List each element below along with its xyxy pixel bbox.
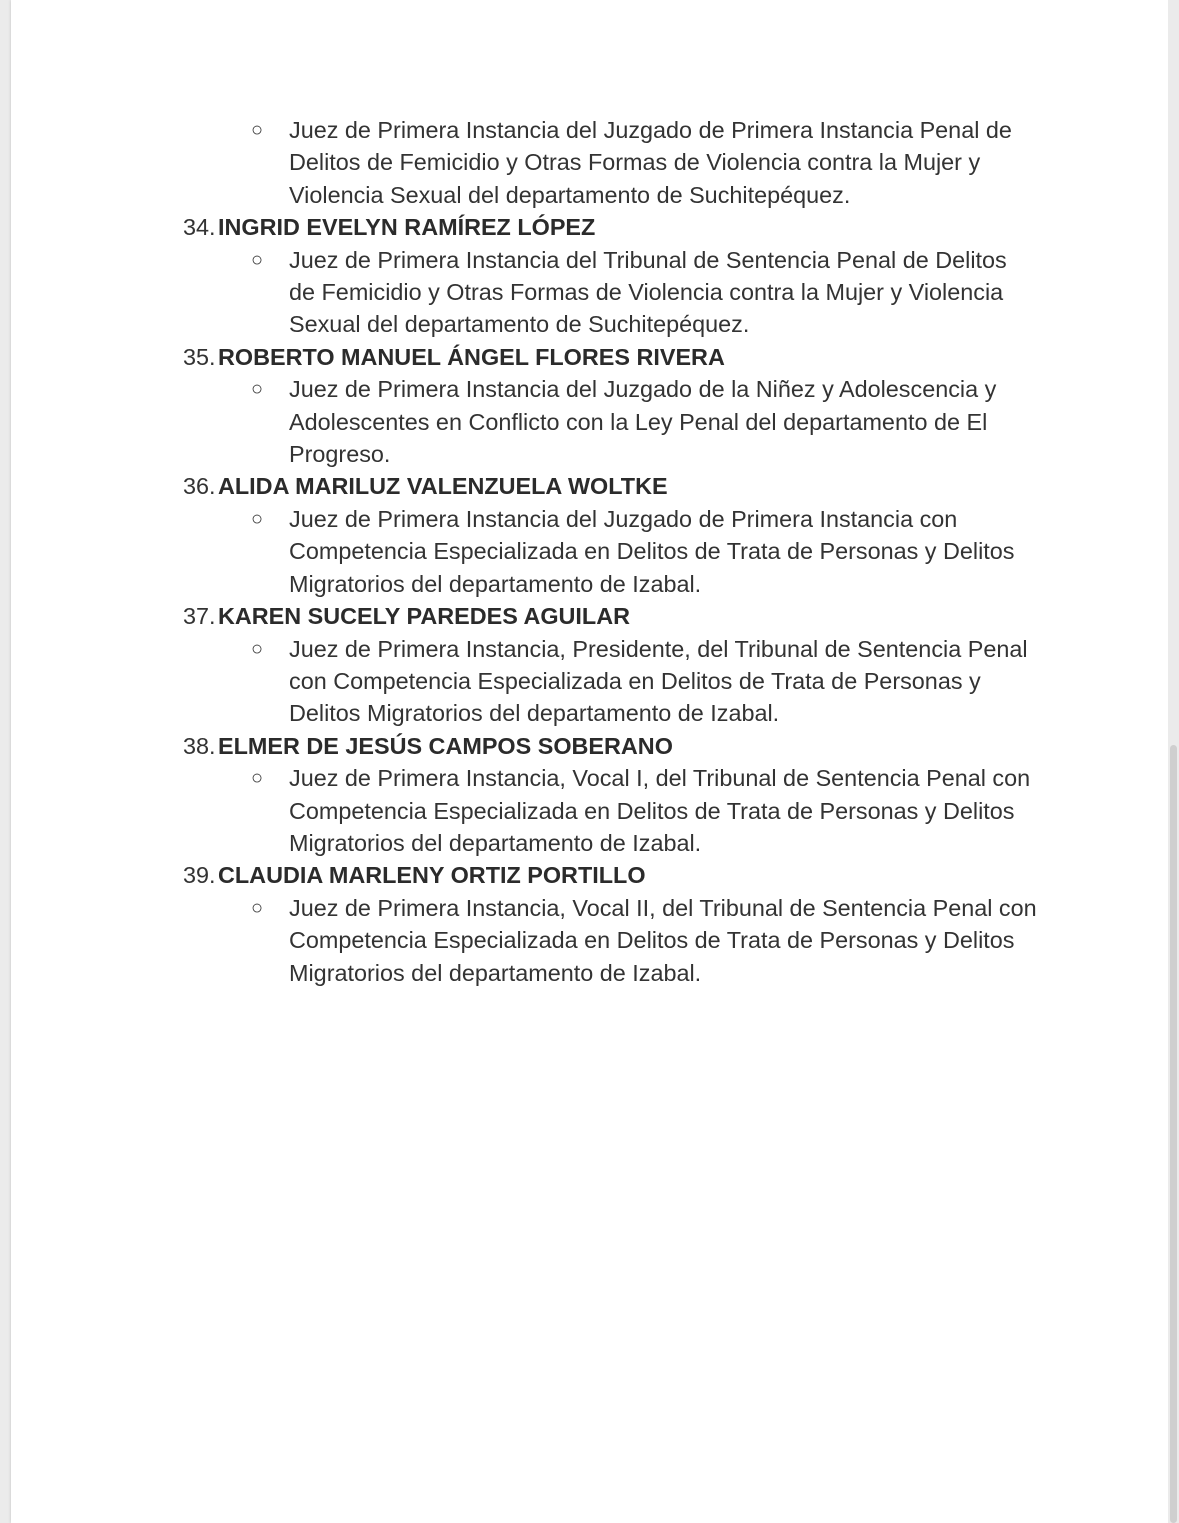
bullet-circle-icon: ○ [251,119,264,141]
bullet-circle-icon: ○ [251,378,264,401]
list-item [183,114,1063,211]
entry-36 [183,470,1063,600]
list-item [183,244,1063,341]
item-description: Juez de Primera Instancia, Presidente, del Tribunal de Sentencia Penal con Competencia Especializada en Delitos de Trata de Personas y Delitos Migratorios del departamento de Izabal. [289,635,1028,727]
entry-name: CLAUDIA MARLENY ORTIZ PORTILLO [218,862,646,889]
document-page [11,0,1168,1523]
scrollbar-thumb[interactable] [1170,745,1177,1523]
entry-heading [183,730,1063,762]
entry-number: 39. [183,862,216,889]
entry-heading [183,600,1063,632]
entry-34 [183,211,1063,341]
entry-name: ALIDA MARILUZ VALENZUELA WOLTKE [218,473,668,500]
document-content [183,114,1063,989]
entry-heading [183,211,1063,243]
entry-name: INGRID EVELYN RAMÍREZ LÓPEZ [218,214,596,241]
list-item [183,373,1063,470]
entry-37 [183,600,1063,730]
list-item [183,633,1063,730]
bullet-circle-icon: ○ [251,248,264,271]
entry-number: 37. [183,603,216,630]
item-description: Juez de Primera Instancia, Vocal I, del Tribunal de Sentencia Penal con Competencia Especializada en Delitos de Trata de Personas y Delitos Migratorios del departamento de Izabal. [289,765,1031,856]
entry-number: 34. [183,214,216,241]
list-item [183,892,1063,989]
entry-heading [183,859,1063,891]
bullet-circle-icon: ○ [251,767,264,790]
item-description: Juez de Primera Instancia del Juzgado de la Niñez y Adolescencia y Adolescentes en Conflicto con la Ley Penal del departamento de El Progreso. [289,376,997,468]
item-description: Juez de Primera Instancia del Juzgado de Primera Instancia Penal de Delitos de Femicidio y Otras Formas de Violencia contra la Mujer y Violencia Sexual del departamento de Suchitepéquez. [289,117,1012,208]
list-item [183,762,1063,859]
item-description: Juez de Primera Instancia, Vocal II, del Tribunal de Sentencia Penal con Competencia Especializada en Delitos de Trata de Personas y Delitos Migratorios del departamento de Izabal. [289,894,1037,986]
bullet-circle-icon: ○ [251,507,264,530]
entry-35 [183,341,1063,471]
list-item [183,503,1063,600]
item-description: Juez de Primera Instancia del Tribunal de Sentencia Penal de Delitos de Femicidio y Otras Formas de Violencia contra la Mujer y Violencia Sexual del departamento de Suchitepéquez. [289,246,1007,338]
entry-name: KAREN SUCELY PAREDES AGUILAR [218,603,630,630]
entry-38 [183,730,1063,860]
entry-name: ELMER DE JESÚS CAMPOS SOBERANO [218,732,673,759]
entry-number: 38. [183,732,216,759]
bullet-circle-icon: ○ [251,896,264,919]
entry-39 [183,859,1063,989]
vertical-scrollbar[interactable] [1168,0,1179,1523]
entry-number: 36. [183,473,216,500]
item-description: Juez de Primera Instancia del Juzgado de Primera Instancia con Competencia Especializada en Delitos de Trata de Personas y Delitos Migratorios del departamento de Izabal. [289,505,1015,597]
entry-heading [183,470,1063,502]
entry-name: ROBERTO MANUEL ÁNGEL FLORES RIVERA [218,343,725,370]
entry-heading [183,341,1063,373]
bullet-circle-icon: ○ [251,637,264,660]
entry-number: 35. [183,343,216,370]
